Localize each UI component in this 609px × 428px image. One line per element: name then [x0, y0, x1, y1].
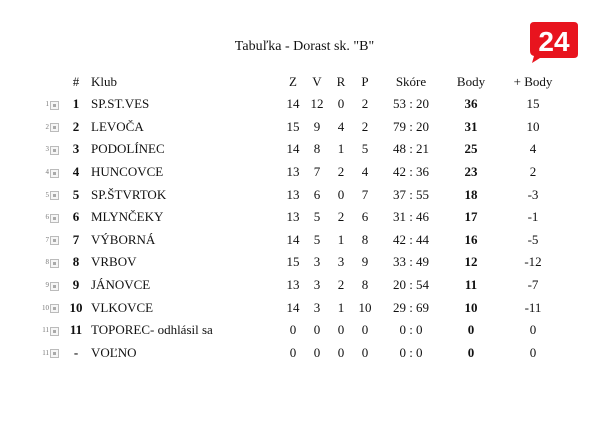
table-title: Tabuľka - Dorast sk. "B"	[234, 39, 375, 54]
row-handle-icon[interactable]	[50, 101, 59, 110]
cell-wins: 6	[313, 186, 321, 202]
cell-played: 15	[286, 254, 300, 270]
cell-position: 10	[69, 299, 83, 315]
row-icon-cell	[49, 342, 61, 365]
cell-draws: 1	[337, 299, 345, 315]
row-icon-cell	[49, 138, 61, 161]
cell-plus-points: 0	[529, 344, 537, 360]
cell-played: 13	[286, 277, 300, 293]
cell-score: 37 : 55	[392, 186, 430, 202]
row-handle-icon[interactable]	[50, 282, 59, 291]
row-handle-icon[interactable]	[50, 327, 59, 336]
cell-wins: 9	[313, 118, 321, 134]
table-row	[33, 138, 569, 161]
cell-wins: 7	[313, 164, 321, 180]
cell-played: 0	[289, 344, 297, 360]
row-icon-cell	[49, 93, 61, 116]
row-number: 10	[42, 303, 49, 312]
cell-losses: 10	[358, 299, 372, 315]
cell-score: 33 : 49	[392, 254, 430, 270]
header-rownum-spacer	[33, 71, 49, 93]
cell-draws: 2	[337, 209, 345, 225]
cell-points: 12	[464, 254, 478, 270]
row-number: 8	[45, 258, 49, 267]
cell-draws: 2	[337, 277, 345, 293]
cell-losses: 8	[361, 277, 369, 293]
table-header-row	[33, 71, 569, 93]
cell-position: 11	[69, 322, 83, 338]
cell-wins: 0	[313, 344, 321, 360]
cell-played: 13	[286, 164, 300, 180]
cell-position: 6	[72, 209, 80, 225]
row-handle-icon[interactable]	[50, 259, 59, 268]
row-number: 4	[45, 168, 49, 177]
table-row	[33, 229, 569, 252]
row-handle-icon[interactable]	[50, 146, 59, 155]
row-handle-icon[interactable]	[50, 349, 59, 358]
header-club: Klub	[91, 74, 117, 89]
cell-position: 8	[72, 254, 80, 270]
cell-position: 3	[72, 141, 80, 157]
cell-score: 42 : 44	[392, 231, 430, 247]
row-number: 11	[42, 348, 49, 357]
cell-plus-points: 10	[526, 118, 540, 134]
cell-score: 31 : 46	[392, 209, 430, 225]
row-icon-cell	[49, 161, 61, 184]
row-icon-cell	[49, 206, 61, 229]
cell-plus-points: 15	[526, 96, 540, 112]
row-number: 1	[45, 100, 49, 109]
header-points: Body	[456, 74, 486, 89]
row-icon-cell	[49, 229, 61, 252]
cell-played: 14	[286, 299, 300, 315]
cell-score: 42 : 36	[392, 164, 430, 180]
cell-points: 0	[467, 344, 475, 360]
cell-losses: 2	[361, 96, 369, 112]
cell-played: 13	[286, 186, 300, 202]
cell-points: 11	[464, 277, 478, 293]
cell-position: -	[73, 344, 79, 360]
cell-club: VLKOVCE	[91, 299, 154, 315]
row-handle-icon[interactable]	[50, 304, 59, 313]
row-handle-icon[interactable]	[50, 236, 59, 245]
cell-score: 29 : 69	[392, 299, 430, 315]
table-row	[33, 296, 569, 319]
row-icon-cell	[49, 296, 61, 319]
cell-losses: 5	[361, 141, 369, 157]
header-draws: R	[336, 74, 346, 89]
cell-points: 25	[464, 141, 478, 157]
cell-losses: 7	[361, 186, 369, 202]
table-row	[33, 206, 569, 229]
cell-club: VÝBORNÁ	[91, 231, 156, 247]
cell-plus-points: -12	[524, 254, 542, 270]
cell-wins: 3	[313, 254, 321, 270]
cell-wins: 12	[310, 96, 324, 112]
cell-draws: 0	[337, 344, 345, 360]
cell-plus-points: 0	[529, 322, 537, 338]
cell-draws: 3	[337, 254, 345, 270]
table-row	[33, 251, 569, 274]
row-number: 2	[45, 122, 49, 131]
cell-losses: 9	[361, 254, 369, 270]
cell-draws: 1	[337, 231, 345, 247]
row-number: 7	[45, 235, 49, 244]
cell-points: 31	[464, 118, 478, 134]
cell-plus-points: -3	[527, 186, 539, 202]
table-row	[33, 183, 569, 206]
cell-position: 1	[72, 96, 80, 112]
table-row	[33, 161, 569, 184]
standings-body	[33, 93, 569, 364]
cell-played: 14	[286, 231, 300, 247]
cell-draws: 0	[337, 96, 345, 112]
cell-losses: 4	[361, 164, 369, 180]
cell-losses: 6	[361, 209, 369, 225]
cell-wins: 3	[313, 299, 321, 315]
row-number: 11	[42, 326, 49, 335]
cell-plus-points: -5	[527, 231, 539, 247]
cell-points: 0	[467, 322, 475, 338]
cell-club: PODOLÍNEC	[91, 141, 165, 157]
header-score: Skóre	[395, 74, 427, 89]
cell-wins: 0	[313, 322, 321, 338]
row-handle-icon[interactable]	[50, 214, 59, 223]
cell-played: 0	[289, 322, 297, 338]
cell-played: 13	[286, 209, 300, 225]
cell-points: 10	[464, 299, 478, 315]
header-played: Z	[289, 74, 297, 89]
cell-plus-points: -1	[527, 209, 539, 225]
cell-club: JÁNOVCE	[91, 277, 151, 293]
row-number: 3	[45, 145, 49, 154]
cell-club: MLYNČEKY	[91, 209, 164, 225]
row-icon-cell	[49, 251, 61, 274]
cell-played: 14	[286, 141, 300, 157]
cell-position: 4	[72, 164, 80, 180]
cell-played: 15	[286, 118, 300, 134]
header-icon-spacer	[49, 71, 61, 93]
cell-losses: 2	[361, 118, 369, 134]
cell-position: 2	[72, 118, 80, 134]
cell-club: SP.ŠTVRTOK	[91, 186, 167, 202]
cell-wins: 5	[313, 209, 321, 225]
cell-club: VRBOV	[91, 254, 137, 270]
cell-score: 0 : 0	[399, 344, 423, 360]
header-wins: V	[312, 74, 322, 89]
cell-position: 5	[72, 186, 80, 202]
cell-score: 53 : 20	[392, 96, 430, 112]
cell-position: 7	[72, 231, 80, 247]
cell-plus-points: 4	[529, 141, 537, 157]
cell-club: TOPOREC- odhlásil sa	[91, 322, 213, 338]
cell-losses: 0	[361, 344, 369, 360]
row-icon-cell	[49, 183, 61, 206]
row-icon-cell	[49, 319, 61, 342]
cell-draws: 1	[337, 141, 345, 157]
cell-draws: 0	[337, 186, 345, 202]
table-row	[33, 116, 569, 139]
row-icon-cell	[49, 274, 61, 297]
cell-club: SP.ST.VES	[91, 96, 150, 112]
cell-wins: 8	[313, 141, 321, 157]
cell-score: 79 : 20	[392, 118, 430, 134]
cell-losses: 8	[361, 231, 369, 247]
table-row	[33, 342, 569, 365]
cell-played: 14	[286, 96, 300, 112]
row-number: 9	[45, 281, 49, 290]
row-handle-icon[interactable]	[50, 123, 59, 132]
cell-points: 23	[464, 164, 478, 180]
cell-draws: 4	[337, 118, 345, 134]
cell-plus-points: -7	[527, 277, 539, 293]
header-losses: P	[361, 74, 369, 89]
cell-score: 20 : 54	[392, 277, 430, 293]
logo-text: 24	[538, 26, 570, 57]
cell-points: 36	[464, 96, 478, 112]
cell-draws: 0	[337, 322, 345, 338]
cell-wins: 3	[313, 277, 321, 293]
header-plus-points: + Body	[513, 74, 553, 89]
cell-points: 18	[464, 186, 478, 202]
cell-draws: 2	[337, 164, 345, 180]
table-row	[33, 319, 569, 342]
row-handle-icon[interactable]	[50, 169, 59, 178]
cell-plus-points: 2	[529, 164, 537, 180]
row-icon-cell	[49, 116, 61, 139]
cell-wins: 5	[313, 231, 321, 247]
table-row	[33, 93, 569, 116]
cell-plus-points: -11	[524, 299, 542, 315]
cell-position: 9	[72, 277, 80, 293]
row-number: 6	[45, 213, 49, 222]
cell-losses: 0	[361, 322, 369, 338]
cell-club: LEVOČA	[91, 118, 144, 134]
cell-points: 16	[464, 231, 478, 247]
cell-score: 48 : 21	[392, 141, 430, 157]
standings-table	[33, 71, 569, 364]
cell-points: 17	[464, 209, 478, 225]
cell-club: HUNCOVCE	[91, 164, 164, 180]
row-number: 5	[45, 190, 49, 199]
header-position: #	[72, 74, 80, 89]
cell-club: VOĽNO	[91, 344, 137, 360]
table-row	[33, 274, 569, 297]
row-handle-icon[interactable]	[50, 191, 59, 200]
cell-score: 0 : 0	[399, 322, 423, 338]
